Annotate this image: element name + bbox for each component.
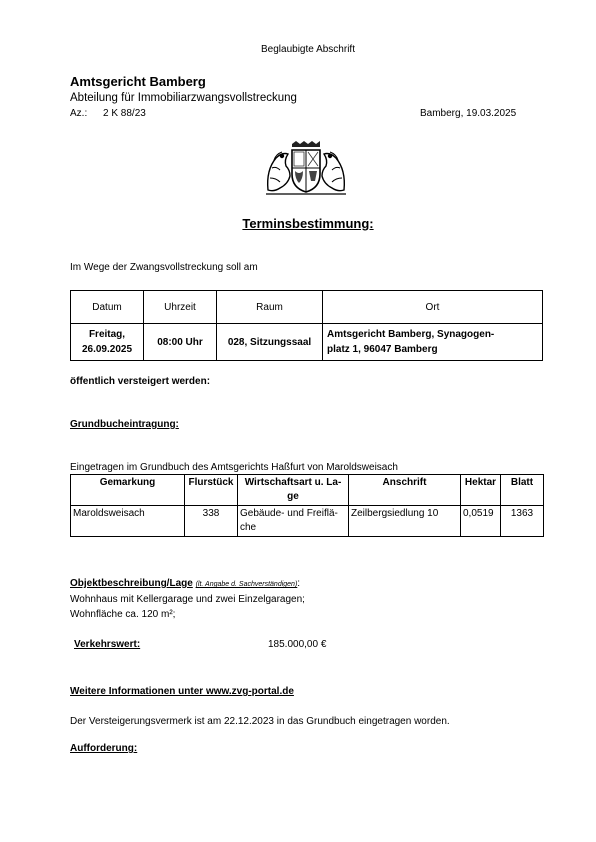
object-description-note: (lt. Angabe d. Sachverständigen) [195, 581, 298, 588]
table-row [71, 506, 544, 537]
object-description-line2: Wohnfläche ca. 120 m²; [70, 609, 176, 620]
auction-statement: öffentlich versteigert werden: [70, 376, 211, 387]
object-description-title [70, 578, 300, 589]
table-row [71, 324, 543, 361]
header-gemarkung: Gemarkung [71, 475, 185, 506]
header-flurstueck: Flurstück [185, 475, 238, 506]
cell-flurstueck: 338 [185, 506, 238, 537]
cell-anschrift: Zeilbergsiedlung 10 [349, 506, 461, 537]
cell-blatt: 1363 [501, 506, 544, 537]
land-register-table [70, 474, 544, 537]
appointment-time: 08:00 Uhr [144, 324, 217, 361]
appointment-date [71, 324, 144, 361]
table-row [71, 475, 544, 506]
appointment-weekday: Freitag, [88, 329, 126, 340]
appointment-place [323, 324, 543, 361]
object-description-heading: Objektbeschreibung/Lage [70, 578, 193, 589]
court-name: Amtsgericht Bamberg [70, 74, 206, 89]
appointment-room: 028, Sitzungssaal [217, 324, 323, 361]
place-date: Bamberg, 19.03.2025 [420, 108, 517, 119]
cell-wirtschaftsart-line1: Gebäude- und Freiflä- [240, 508, 338, 519]
header-ort: Ort [323, 291, 543, 324]
header-raum: Raum [217, 291, 323, 324]
document-title: Terminsbestimmung: [242, 216, 374, 231]
coat-of-arms-icon [262, 140, 350, 196]
table-row [71, 291, 543, 324]
case-number-label: Az.: [70, 108, 88, 119]
appointment-place-line2: platz 1, 96047 Bamberg [327, 344, 438, 355]
cell-wirtschaftsart [238, 506, 349, 537]
cell-wirtschaftsart-line2: che [240, 522, 257, 533]
request-heading: Aufforderung: [70, 743, 138, 754]
header-wirtschaftsart [238, 475, 349, 506]
land-register-intro: Eingetragen im Grundbuch des Amtsgerichts Haßfurt von Maroldsweisach [70, 462, 398, 473]
object-description-colon: : [297, 578, 301, 589]
more-info-link[interactable]: Weitere Informationen unter www.zvg-portal.de [70, 686, 294, 697]
header-blatt: Blatt [501, 475, 544, 506]
header-datum: Datum [71, 291, 144, 324]
certified-copy-note: Beglaubigte Abschrift [261, 44, 355, 55]
header-uhrzeit: Uhrzeit [144, 291, 217, 324]
appointment-date-value: 26.09.2025 [81, 344, 133, 355]
appointment-table [70, 290, 543, 361]
court-department: Abteilung für Immobiliarzwangsvollstreckung [70, 92, 297, 104]
appointment-place-line1: Amtsgericht Bamberg, Synagogen- [327, 329, 495, 340]
cell-hektar: 0,0519 [461, 506, 501, 537]
market-value-label: Verkehrswert: [74, 639, 141, 650]
case-number: 2 K 88/23 [103, 108, 146, 119]
object-description-line1: Wohnhaus mit Kellergarage und zwei Einzelgaragen; [70, 594, 305, 605]
header-wirtschaftsart-line2: ge [287, 491, 299, 502]
header-anschrift: Anschrift [349, 475, 461, 506]
land-register-title: Grundbucheintragung: [70, 419, 179, 430]
header-hektar: Hektar [461, 475, 501, 506]
intro-text: Im Wege der Zwangsvollstreckung soll am [70, 262, 258, 273]
auction-note: Der Versteigerungsvermerk ist am 22.12.2023 in das Grundbuch eingetragen worden. [70, 716, 450, 727]
header-wirtschaftsart-line1: Wirtschaftsart u. La- [244, 477, 342, 488]
cell-gemarkung: Maroldsweisach [71, 506, 185, 537]
market-value: 185.000,00 € [268, 639, 327, 650]
